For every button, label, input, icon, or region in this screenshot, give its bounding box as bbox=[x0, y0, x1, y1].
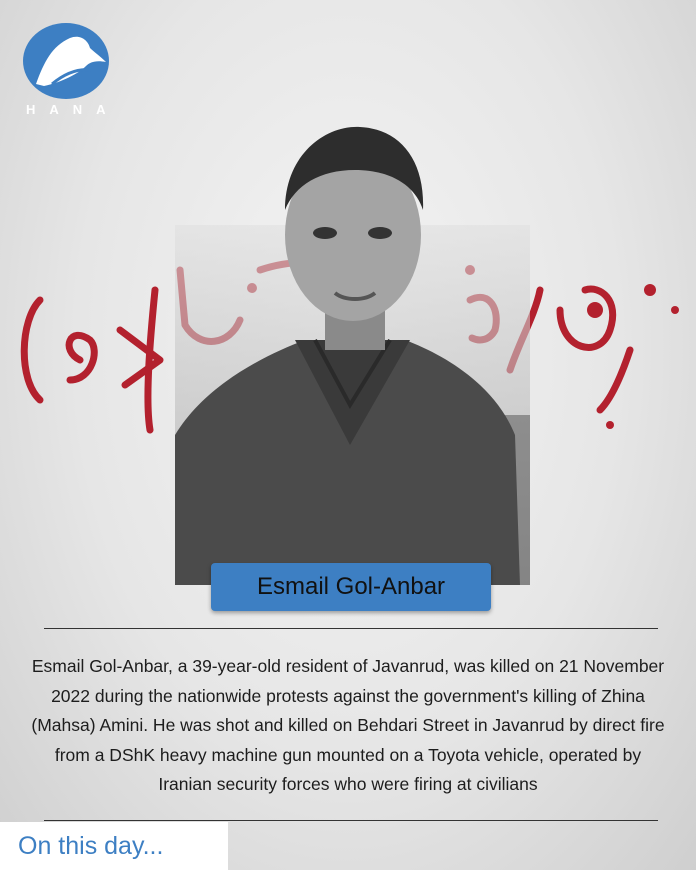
hana-logo bbox=[20, 22, 120, 117]
dove-logo-icon bbox=[22, 22, 110, 100]
portrait-photo bbox=[175, 115, 530, 585]
person-name-badge bbox=[211, 563, 491, 611]
article-body: Esmail Gol-Anbar, a 39-year-old resident of Javanrud, was killed on 21 November 2022 during the nationwide protests against the government's killing of Zhina (Mahsa) Amini. He was shot and killed on Behdari Street in Javanrud by direct fire from a DShK heavy machine gun mounted on a Toyota vehicle, operated by Iranian security forces who were firing at civilians bbox=[31, 656, 665, 794]
on-this-day-tab bbox=[0, 822, 228, 870]
logo-wordmark: HANA bbox=[26, 102, 120, 117]
divider-bottom bbox=[44, 820, 658, 821]
person-name: Esmail Gol-Anbar bbox=[256, 573, 446, 600]
divider-top bbox=[44, 628, 658, 629]
footer-label: On this day... bbox=[18, 831, 164, 860]
